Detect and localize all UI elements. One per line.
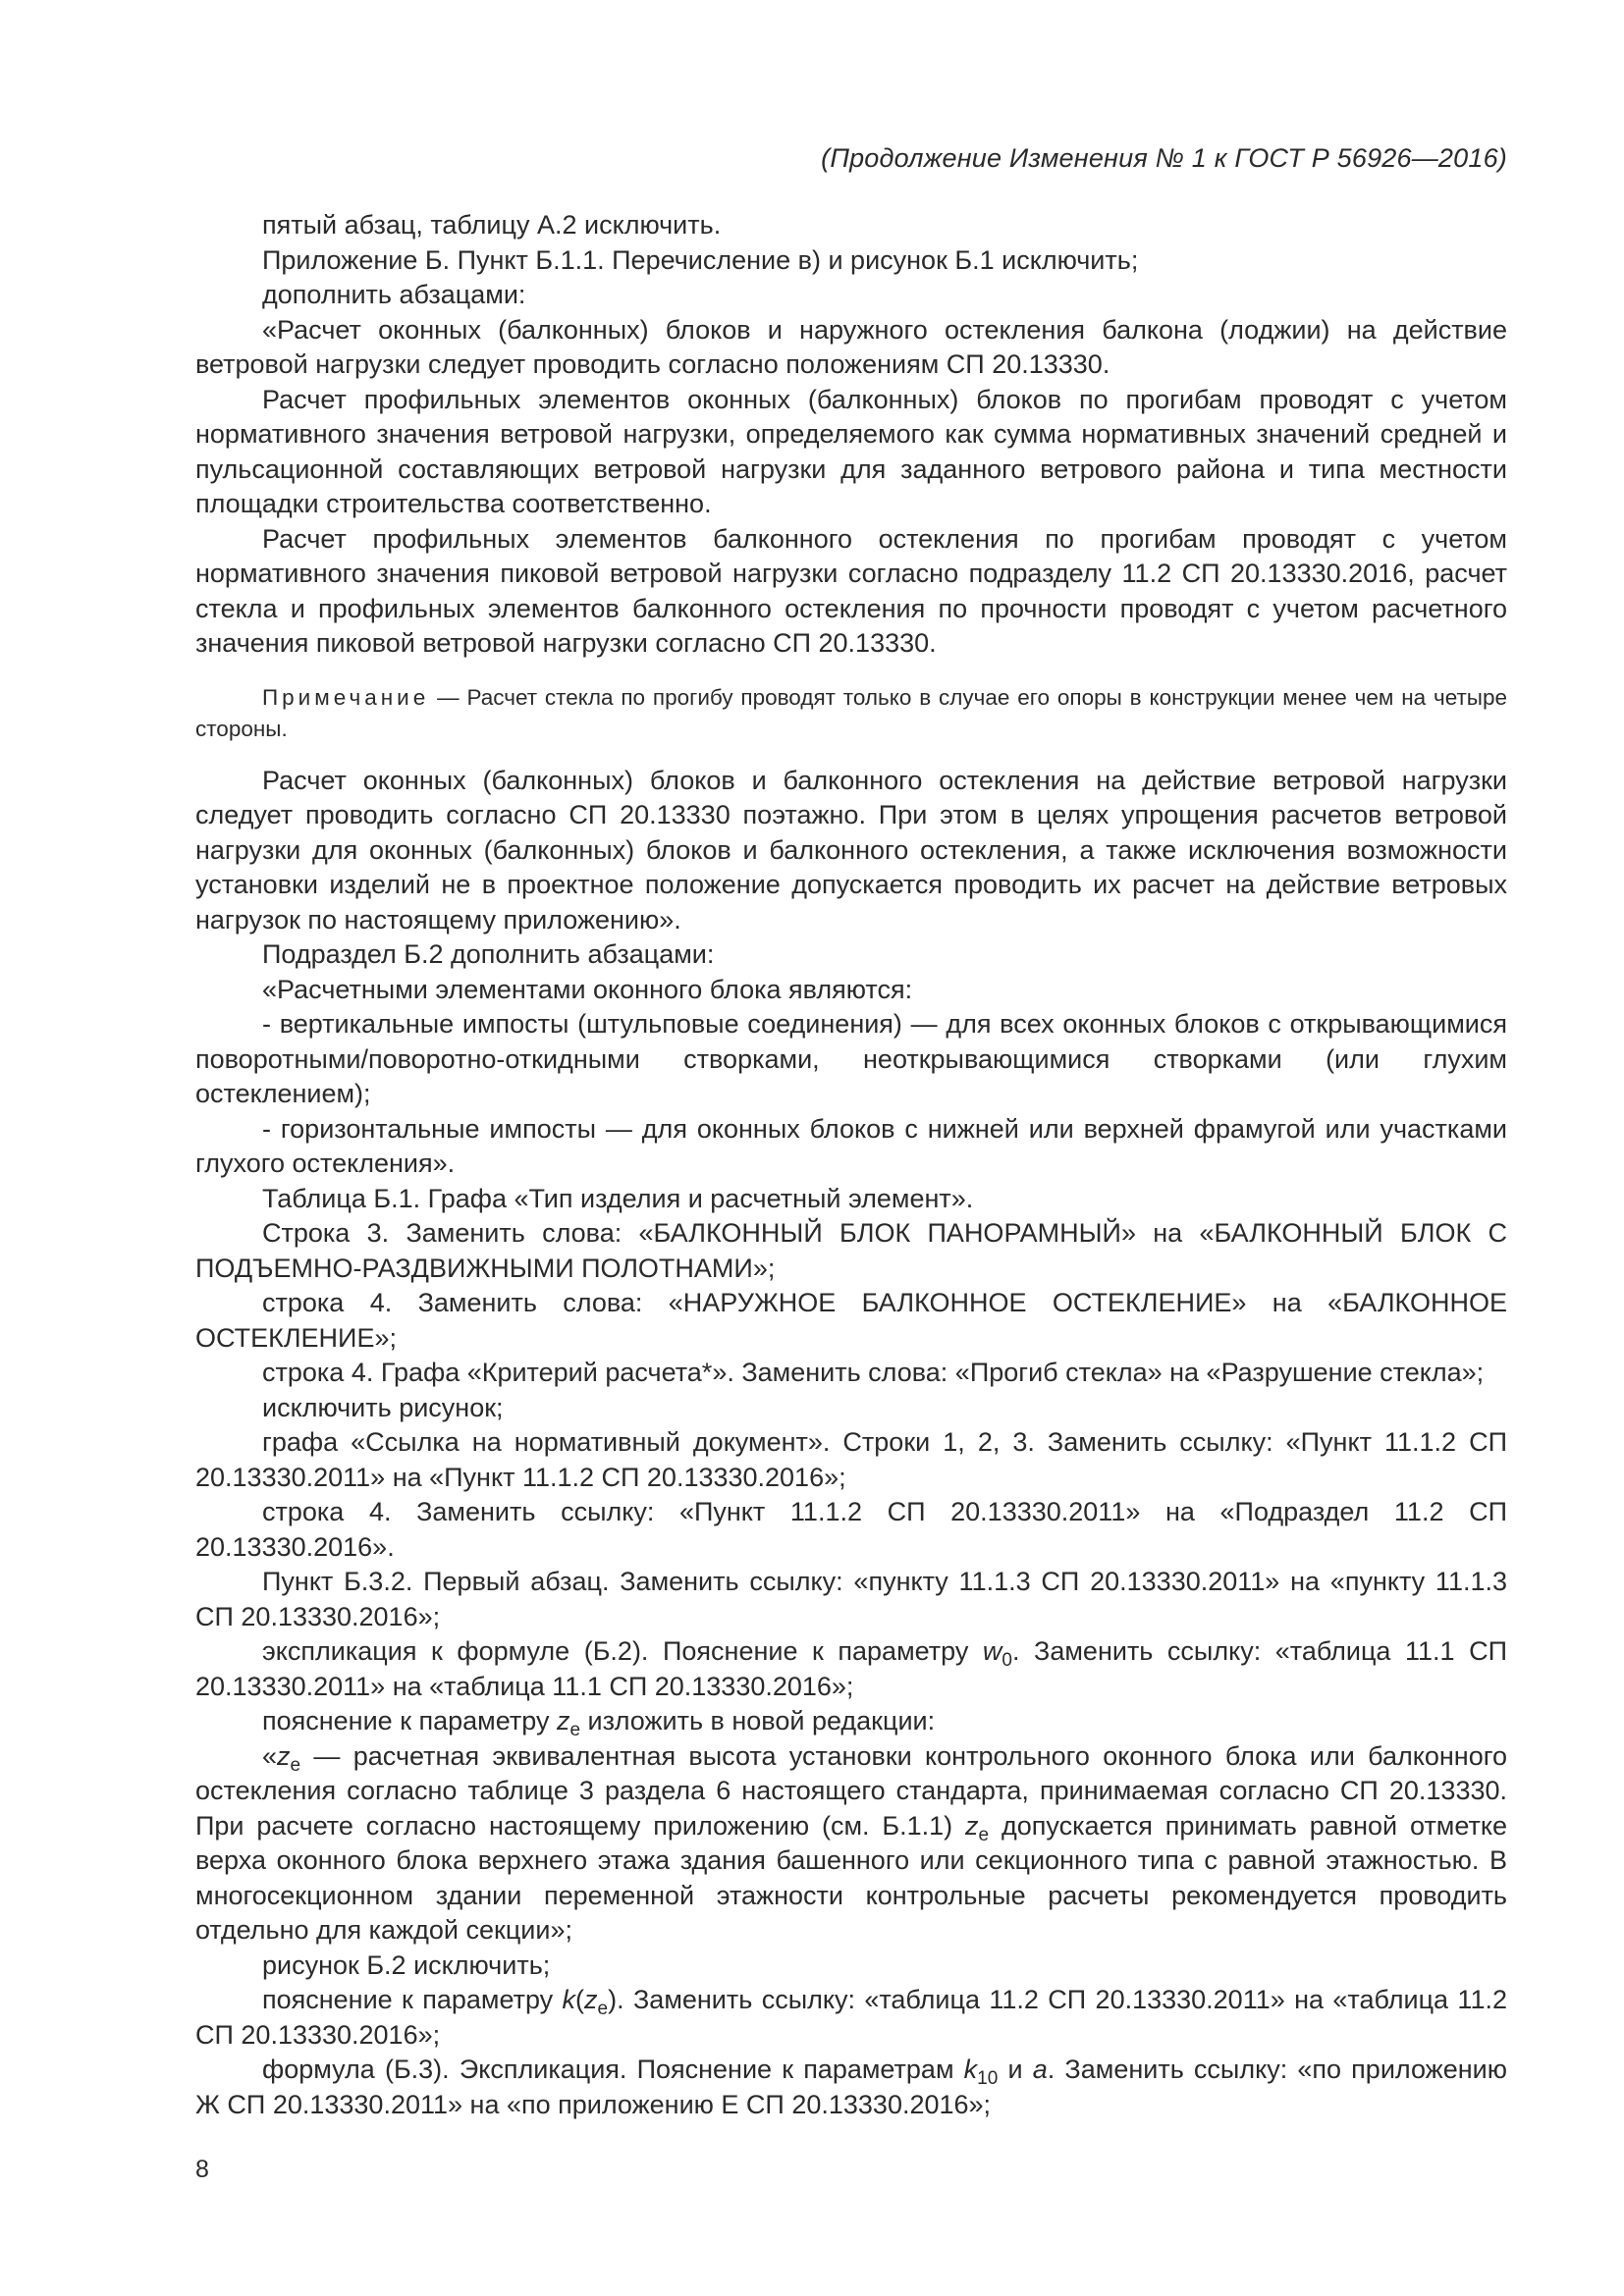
paragraph: строка 4. Заменить ссылку: «Пункт 11.1.2 СП 20.13330.2011» на «Подраздел 11.2 СП 20.13330.2016». <box>195 1497 1507 1562</box>
paragraph: «Расчетными элементами оконного блока являются: <box>262 974 913 1004</box>
paragraph: Подраздел Б.2 дополнить абзацами: <box>262 939 715 969</box>
paragraph: Таблица Б.1. Графа «Тип изделия и расчетный элемент». <box>262 1183 974 1213</box>
paragraph-k10: формула (Б.3). Экспликация. Пояснение к параметрам $k_{10}$ и a. Заменить ссылку: «по приложению Ж СП 20.13330.2011» на «по приложению Е СП 20.13330.2016»; <box>195 2055 1507 2119</box>
paragraph: графа «Ссылка на нормативный документ». Строки 1, 2, 3. Заменить ссылку: «Пункт 11.1.2 СП 20.13330.2011» на «Пункт 11.1.2 СП 20.13330.2016»; <box>195 1427 1507 1492</box>
paragraph: Расчет профильных элементов оконных (балконных) блоков по прогибам проводят с учетом нормативного значения ветровой нагрузки, определяемого как сумма нормативных значений средней и пульсационной составляющих ветровой нагрузки для заданного ветрового района и типа местности площадки строительства соответственно. <box>195 384 1507 518</box>
paragraph: строка 4. Графа «Критерий расчета*». Заменить слова: «Прогиб стекла» на «Разрушение стекла»; <box>262 1358 1485 1387</box>
page-number: 8 <box>195 2156 209 2183</box>
note-text: — Расчет стекла по прогибу проводят только в случае его опоры в конструкции менее чем на четыре стороны. <box>195 684 1507 741</box>
paragraph: рисунок Б.2 исключить; <box>262 1949 551 1980</box>
paragraph: строка 4. Заменить слова: «НАРУЖНОЕ БАЛКОННОЕ ОСТЕКЛЕНИЕ» на «БАЛКОННОЕ ОСТЕКЛЕНИЕ»; <box>195 1288 1507 1353</box>
note-paragraph <box>195 682 1507 745</box>
paragraph: Строка 3. Заменить слова: «БАЛКОННЫЙ БЛОК ПАНОРАМНЫЙ» на «БАЛКОННЫЙ БЛОК С ПОДЪЕМНО-РАЗДВИЖНЫМИ ПОЛОТНАМИ»; <box>195 1218 1507 1283</box>
paragraph: «Расчет оконных (балконных) блоков и наружного остекления балкона (лоджии) на действие ветровой нагрузки следует проводить согласно положениям СП 20.13330. <box>195 314 1507 379</box>
paragraph-ze: пояснение к параметру $z_e$ изложить в новой редакции: <box>262 1706 936 1740</box>
paragraph: исключить рисунок; <box>262 1392 504 1422</box>
running-header: (Продолжение Изменения № 1 к ГОСТ Р 56926—2016) <box>821 143 1507 173</box>
paragraph: Расчет профильных элементов балконного остекления по прогибам проводят с учетом нормативного значения пиковой ветровой нагрузки согласно подразделу 11.2 СП 20.13330.2016, расчет стекла и профильных элементов балконного остекления по прочности проводят с учетом расчетного значения пиковой ветровой нагрузки согласно СП 20.13330. <box>195 523 1507 658</box>
paragraph-w0: экспликация к формуле (Б.2). Пояснение к параметру $w_0$. Заменить ссылку: «таблица 11.1 СП 20.13330.2011» на «таблица 11.1 СП 20.13330.2016»; <box>195 1636 1508 1701</box>
paragraph: Приложение Б. Пункт Б.1.1. Перечисление в) и рисунок Б.1 исключить; <box>262 244 1139 275</box>
paragraph-kze: пояснение к параметру $k(z_e)$. Заменить ссылку: «таблица 11.2 СП 20.13330.2011» на «таблица 11.2 СП 20.13330.2016»; <box>195 1985 1507 2050</box>
document-body <box>195 208 1507 2122</box>
paragraph: Расчет оконных (балконных) блоков и балконного остекления на действие ветровой нагрузки следует проводить согласно СП 20.13330 поэтажно. При этом в целях упрощения расчетов ветровой нагрузки для оконных (балконных) блоков и балконного остекления, а также исключения возможности установки изделий не в проектное положение допускается проводить их расчет на действие ветровых нагрузок по настоящему приложению». <box>195 765 1507 934</box>
paragraph-ze-definition: «$z_e$ — расчетная эквивалентная высота установки контрольного оконного блока или балконного остекления согласно таблице 3 раздела 6 настоящего стандарта, принимаемая согласно СП 20.13330. При расчете согласно настоящему приложению (см. Б.1.1) $z_e$ допускается принимать равной отметке верха оконного блока верхнего этажа здания башенного или секционного типа с равной этажностью. В многосекционном здании переменной этажности контрольные расчеты рекомендуется проводить отдельно для каждой секции»; <box>195 1740 1507 1945</box>
paragraph: - горизонтальные импосты — для оконных блоков с нижней или верхней фрамугой или участками глухого остекления». <box>195 1113 1507 1178</box>
note-label: Примечание <box>262 684 430 710</box>
paragraph: пятый абзац, таблицу А.2 исключить. <box>262 210 722 240</box>
paragraph: - вертикальные импосты (штульповые соединения) — для всех оконных блоков с открывающимися поворотными/поворотно-откидными створками, неоткрывающимися створками (или глухим остеклением); <box>195 1009 1507 1108</box>
paragraph: Пункт Б.3.2. Первый абзац. Заменить ссылку: «пункту 11.1.3 СП 20.13330.2011» на «пункту 11.1.3 СП 20.13330.2016»; <box>195 1567 1507 1631</box>
paragraph: дополнить абзацами: <box>262 280 526 309</box>
